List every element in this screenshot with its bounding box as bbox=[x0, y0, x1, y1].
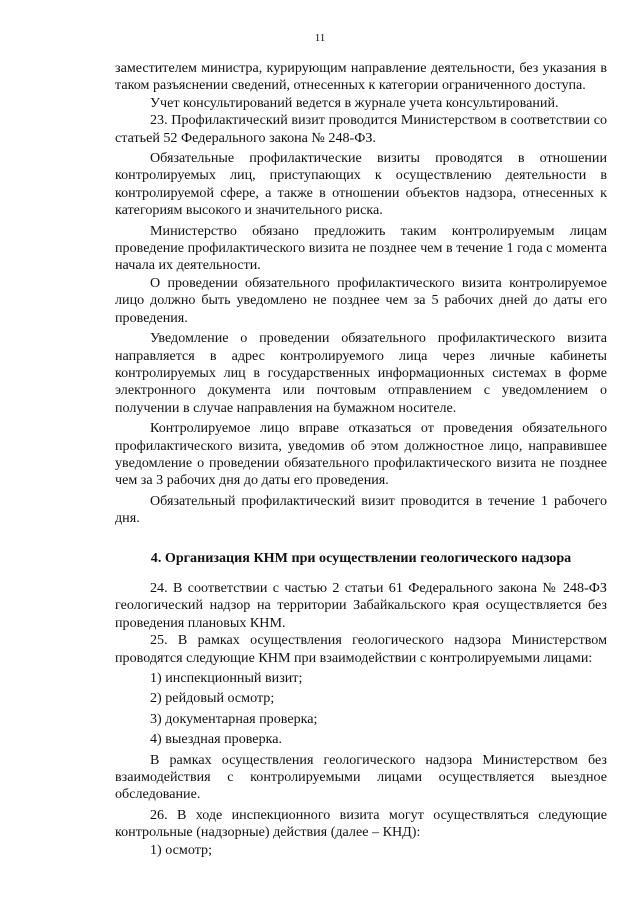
list-item: 1) осмотр; bbox=[150, 841, 212, 858]
paragraph-25: 25. В рамках осуществления геологического надзора Министерством проводятся следующие КНМ при взаимодействии с контролируемыми лицами: bbox=[115, 632, 607, 666]
paragraph-notification-channel: Уведомление о проведении обязательного профилактического визита направляется в адрес контролируемого лица через личные кабинеты контролируемых лиц в государственных информационных системах в форме электронного документа или почтовым отправлением с уведомлением о получении в случае направления на бумажном носителе. bbox=[115, 330, 607, 416]
page-number: 11 bbox=[314, 32, 326, 44]
section-heading: 4. Организация КНМ при осуществлении геологического надзора bbox=[150, 549, 572, 566]
paragraph-notification-deadline: О проведении обязательного профилактического визита контролируемое лицо должно быть уведомлено не позднее чем за 5 рабочих дней до даты его проведения. bbox=[115, 274, 607, 326]
paragraph-23-preventive-visit: 23. Профилактический визит проводится Министерством в соответствии со статьей 52 Федерального закона № 248-ФЗ. bbox=[115, 112, 607, 146]
paragraph-26: 26. В ходе инспекционного визита могут осуществляться следующие контрольные (надзорные) действия (далее – КНД): bbox=[115, 806, 607, 841]
list-item: 3) документарная проверка; bbox=[150, 710, 318, 727]
paragraph-consultation-journal: Учет консультирований ведется в журнале учета консультирований. bbox=[150, 94, 559, 111]
paragraph-refusal-right: Контролируемое лицо вправе отказаться от проведения обязательного профилактического визита, уведомив об этом должностное лицо, направившее уведомление о проведении обязательного профилактического визита не позднее чем за 3 рабочих дня до даты его проведения. bbox=[115, 420, 607, 489]
paragraph-mandatory-visits: Обязательные профилактические визиты проводятся в отношении контролируемых лиц, приступающих к осуществлению деятельности в контролируемой сфере, а также в отношении объектов надзора, отнесенных к категориям высокого и значительного риска. bbox=[115, 150, 607, 219]
paragraph-24: 24. В соответствии с частью 2 статьи 61 Федерального закона № 248-ФЗ геологический надзор на территории Забайкальского края осуществляется без проведения плановых КНМ. bbox=[115, 579, 607, 631]
list-item: 1) инспекционный визит; bbox=[150, 670, 303, 686]
paragraph-without-interaction: В рамках осуществления геологического надзора Министерством без взаимодействия с контролируемыми лицами осуществляется выездное обследование. bbox=[115, 751, 607, 803]
paragraph-ministry-obliged: Министерство обязано предложить таким контролируемым лицам проведение профилактического визита не позднее чем в течение 1 года с момента начала их деятельности. bbox=[115, 222, 607, 274]
document-body bbox=[115, 60, 607, 859]
paragraph-visit-duration: Обязательный профилактический визит проводится в течение 1 рабочего дня. bbox=[115, 492, 607, 527]
list-item: 2) рейдовый осмотр; bbox=[150, 690, 275, 707]
list-item: 4) выездная проверка. bbox=[150, 731, 283, 748]
paragraph-consultation-end: заместителем министра, курирующим направление деятельности, без указания в таком разъяснении сведений, отнесенных к категории ограниченного доступа. bbox=[115, 60, 607, 94]
